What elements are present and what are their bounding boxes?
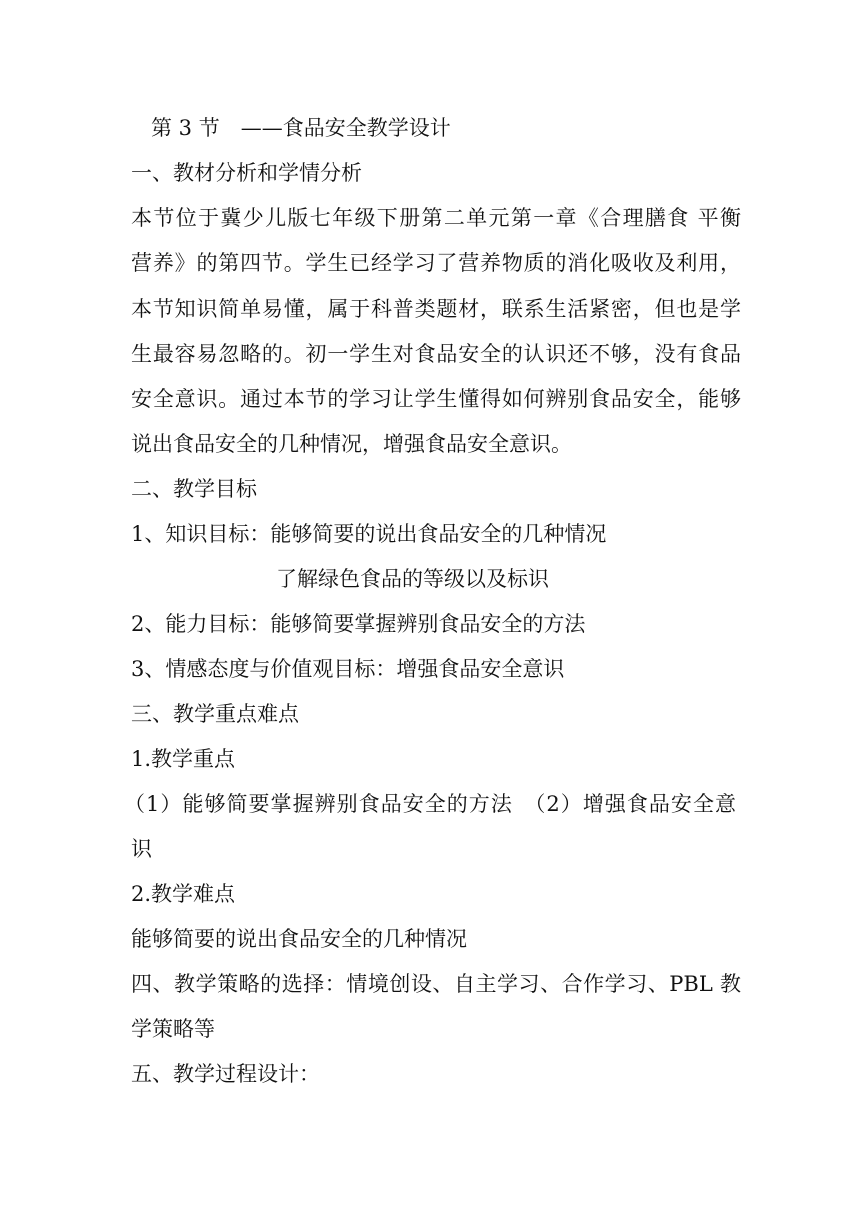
knowledge-goal: 1、知识目标：能够简要的说出食品安全的几种情况 — [131, 522, 607, 546]
ability-goal: 2、能力目标：能够简要掌握辨别食品安全的方法 — [131, 612, 586, 636]
section3-heading: 三、教学重点难点 — [131, 702, 299, 726]
section5-heading: 五、教学过程设计： — [131, 1062, 320, 1086]
section1-line: 营养》的第四节。学生已经学习了营养物质的消化吸收及利用， — [131, 251, 741, 275]
key-points-line: 识 — [131, 837, 152, 861]
difficulty-text: 能够简要的说出食品安全的几种情况 — [131, 927, 467, 951]
section2-heading: 二、教学目标 — [131, 477, 257, 501]
section1-line: 本节知识简单易懂，属于科普类题材，联系生活紧密，但也是学 — [131, 297, 741, 321]
key-points-heading: 1.教学重点 — [131, 747, 236, 771]
section1-line: 说出食品安全的几种情况，增强食品安全意识。 — [131, 432, 572, 456]
knowledge-goal-continued: 了解绿色食品的等级以及标识 — [276, 567, 549, 591]
strategy-line: 四、教学策略的选择：情境创设、自主学习、合作学习、PBL 教 — [131, 972, 741, 996]
strategy-line: 学策略等 — [131, 1017, 215, 1041]
section1-heading: 一、教材分析和学情分析 — [131, 161, 362, 185]
section1-line: 生最容易忽略的。初一学生对食品安全的认识还不够，没有食品 — [131, 342, 741, 366]
key-points-line: （1）能够简要掌握辨别食品安全的方法 （2）增强食品安全意 — [124, 792, 736, 816]
difficulty-heading: 2.教学难点 — [131, 882, 236, 906]
emotion-goal: 3、情感态度与价值观目标：增强食品安全意识 — [131, 657, 565, 681]
document-title: 第 3 节 ——食品安全教学设计 — [151, 116, 451, 140]
section1-line: 安全意识。通过本节的学习让学生懂得如何辨别食品安全，能够 — [131, 387, 741, 411]
section1-line: 本节位于冀少儿版七年级下册第二单元第一章《合理膳食 平衡 — [131, 206, 741, 230]
